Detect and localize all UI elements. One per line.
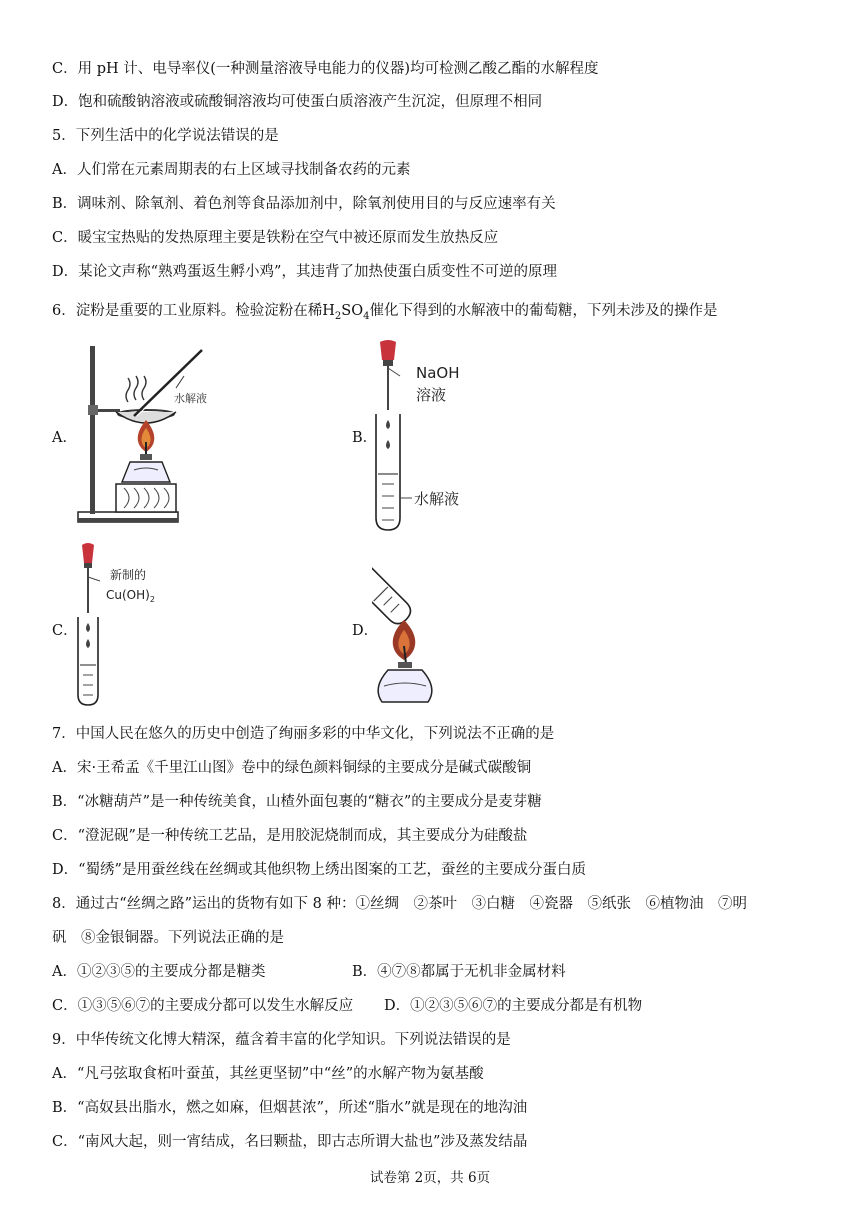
question-8: 8．通过古“丝绸之路”运出的货物有如下 8 种：①丝绸 ②茶叶 ③白糖 ④瓷器 ⑤纸张 ⑥植物油 ⑦明 [52,896,747,912]
q8-option-d: D．①②③⑤⑥⑦的主要成分都是有机物 [384,998,643,1014]
fig-c-reagent-sub: 2 [149,595,155,604]
page-footer: 试卷第 2页，共 6页 [369,1170,491,1186]
line-d-sulfate: D．饱和硫酸钠溶液或硫酸铜溶液均可使蛋白质溶液产生沉淀，但原理不相同 [52,94,543,110]
q9-option-c: C．“南风大起，则一宵结成，名曰颗盐，即古志所谓大盐也”涉及蒸发结晶 [52,1134,528,1150]
q6-so-sub: 4 [363,310,370,322]
fig-a-label: A． [52,430,77,446]
q8-option-a: A．①②③⑤的主要成分都是糖类 [52,964,266,980]
fig-c-reagent-2: Cu(OH) [106,588,150,602]
fig-c-reagent-1: 新制的 [110,568,147,582]
svg-text:Cu(OH)2 [106,588,155,604]
q6-h-sub: 2 [334,310,342,322]
line-c-ph: C．用 pH 计、电导率仪(一种测量溶液导电能力的仪器)均可检测乙酸乙酯的水解程度 [52,61,599,77]
fig-b-tube-text: 水解液 [414,490,460,508]
figure-b-naoh-tube [370,338,510,534]
q5-option-a: A．人们常在元素周期表的右上区域寻找制备农药的元素 [52,162,411,178]
question-5: 5．下列生活中的化学说法错误的是 [52,128,279,144]
q5-option-c: C．暖宝宝热贴的发热原理主要是铁粉在空气中被还原而发生放热反应 [52,230,499,246]
q7-option-c: C．“澄泥砚”是一种传统工艺品，是用胶泥烧制而成，其主要成分为硅酸盐 [52,828,528,844]
q6-suffix: 催化下得到的水解液中的葡萄糖，下列未涉及的操作是 [369,303,718,319]
fig-b-reagent-2: 溶液 [416,386,447,404]
question-8-cont: 矾 ⑧金银铜器。下列说法正确的是 [52,930,284,946]
q6-prefix: 6．淀粉是重要的工业原料。检验淀粉在稀 [52,303,323,319]
question-7: 7．中国人民在悠久的历史中创造了绚丽多彩的中华文化，下列说法不正确的是 [52,726,555,742]
q7-option-d: D．“蜀绣”是用蚕丝线在丝绸或其他织物上绣出图案的工艺，蚕丝的主要成分蛋白质 [52,862,586,878]
fig-b-label: B． [352,430,378,446]
q8-option-c: C．①③⑤⑥⑦的主要成分都可以发生水解反应 [52,998,354,1014]
fig-b-reagent-1: NaOH [416,364,460,382]
q6-so: SO [341,303,364,319]
figure-a-evaporating-dish [74,342,254,528]
fig-c-label: C． [52,623,78,639]
q7-option-a: A．宋·王希孟《千里江山图》卷中的绿色颜料铜绿的主要成分是碱式碳酸铜 [52,760,532,776]
fig-a-text: 水解液 [174,392,207,405]
q8-option-b: B．④⑦⑧都属于无机非金属材料 [352,964,566,980]
question-6 [52,301,717,327]
figure-d-heating-tube [372,548,492,708]
question-9: 9．中华传统文化博大精深，蕴含着丰富的化学知识。下列说法错误的是 [52,1032,511,1048]
q5-option-d: D．某论文声称“熟鸡蛋返生孵小鸡”，其违背了加热使蛋白质变性不可逆的原理 [52,264,557,280]
fig-d-label: D． [352,623,379,639]
q9-option-a: A．“凡弓弦取食柘叶蚕茧，其丝更坚韧”中“丝”的水解产物为氨基酸 [52,1066,484,1082]
figure-c-cuoh2-tube [70,541,200,711]
q7-option-b: B．“冰糖葫芦”是一种传统美食，山楂外面包裹的“糖衣”的主要成分是麦芽糖 [52,794,542,810]
q6-h: H [322,303,335,319]
q5-option-b: B．调味剂、除氧剂、着色剂等食品添加剂中，除氧剂使用目的与反应速率有关 [52,196,556,212]
q9-option-b: B．“高奴县出脂水，燃之如麻，但烟甚浓”，所述“脂水”就是现在的地沟油 [52,1100,528,1116]
